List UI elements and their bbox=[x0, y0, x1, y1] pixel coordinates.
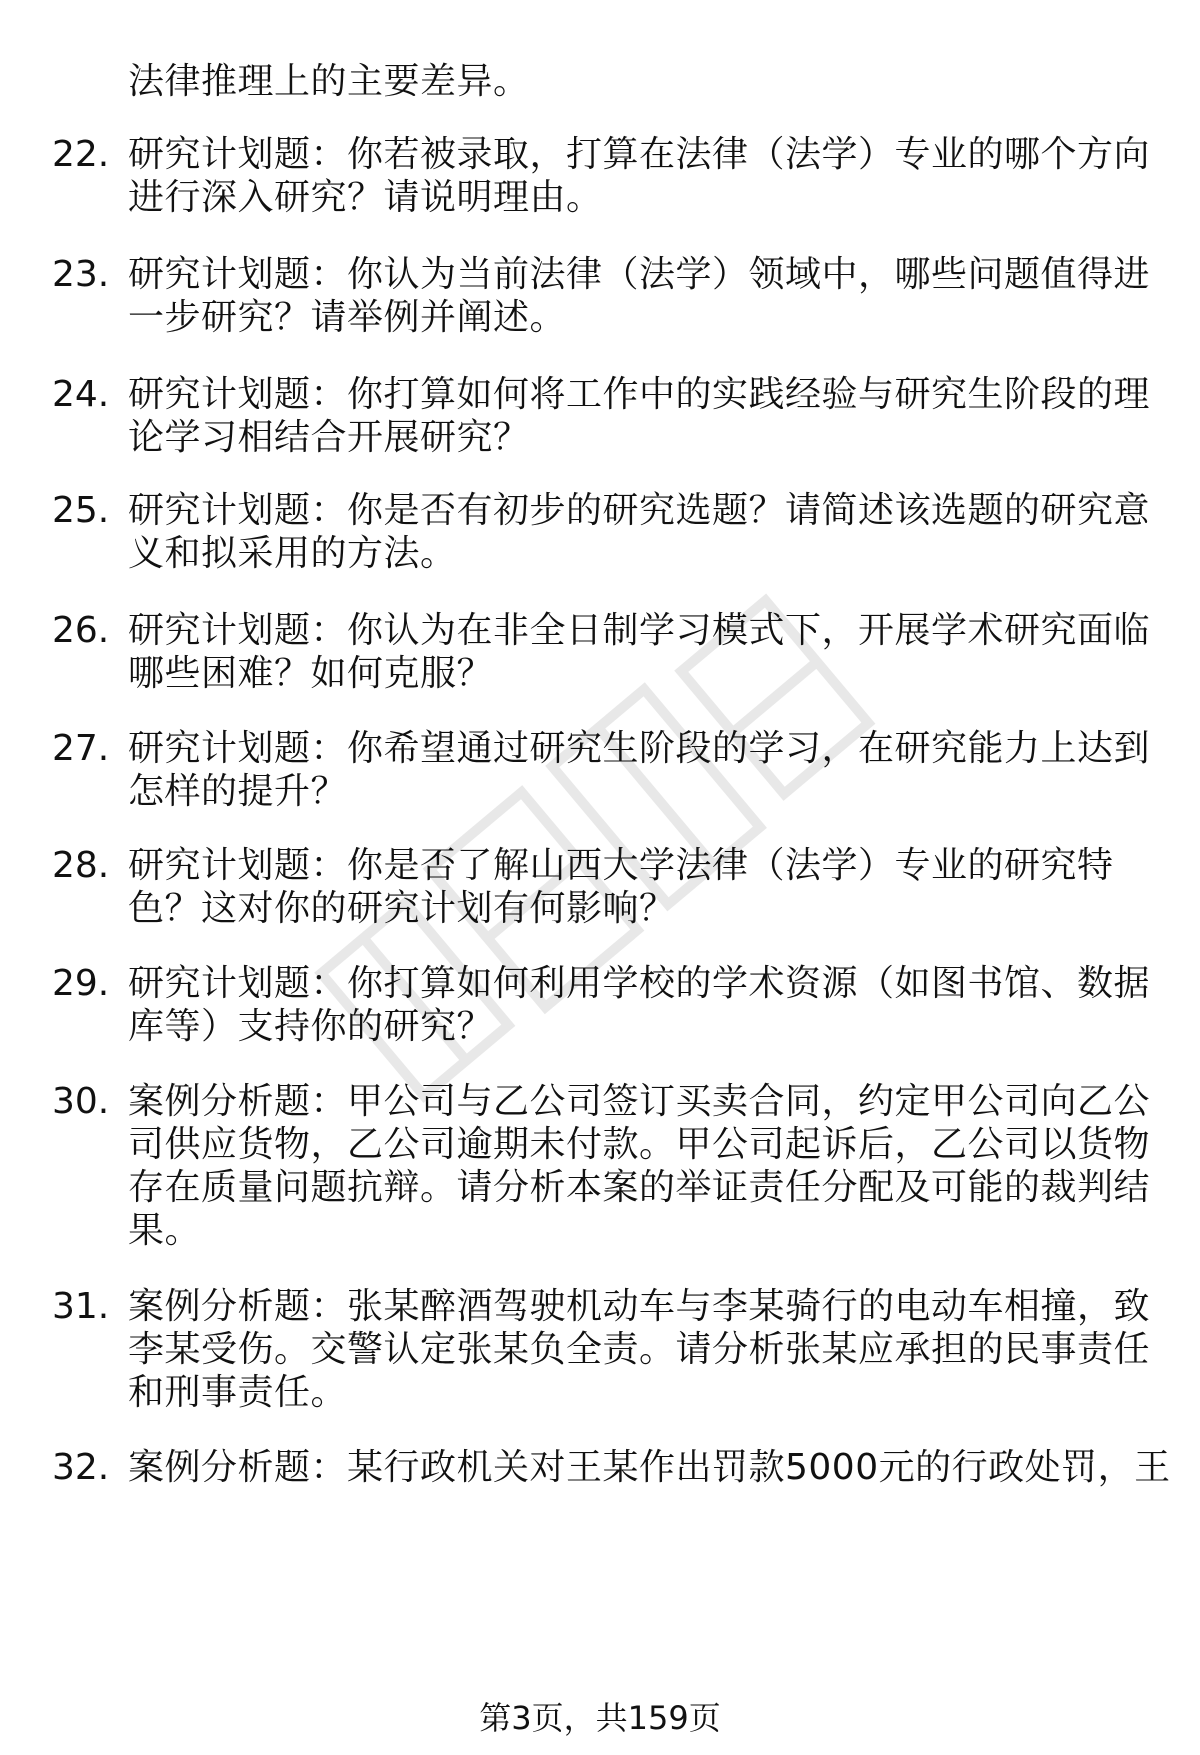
item-number: 24. bbox=[52, 374, 110, 415]
item-text-line: 李某受伤。交警认定张某负全责。请分析张某应承担的民事责任 bbox=[128, 1329, 1151, 1370]
item-text-line: 研究计划题：你认为在非全日制学习模式下，开展学术研究面临 bbox=[128, 610, 1151, 651]
item-text-line: 研究计划题：你打算如何将工作中的实践经验与研究生阶段的理 bbox=[128, 374, 1151, 415]
item-number: 29. bbox=[52, 963, 110, 1004]
item-number: 27. bbox=[52, 728, 110, 769]
item-text-line: 和刑事责任。 bbox=[128, 1372, 348, 1413]
item-number: 25. bbox=[52, 490, 110, 531]
page-footer: 第3页，共159页 bbox=[479, 1699, 721, 1737]
item-text-line: 研究计划题：你打算如何利用学校的学术资源（如图书馆、数据 bbox=[128, 963, 1151, 1004]
item-text-line: 义和拟采用的方法。 bbox=[128, 533, 457, 574]
item-text-line: 色？这对你的研究计划有何影响？ bbox=[128, 888, 676, 929]
item-number: 22. bbox=[52, 134, 110, 175]
item-text-line: 果。 bbox=[128, 1210, 202, 1251]
item-text-line: 进行深入研究？请说明理由。 bbox=[128, 177, 603, 218]
item-text-line: 案例分析题：某行政机关对王某作出罚款5000元的行政处罚，王 bbox=[128, 1447, 1171, 1488]
item-text-line: 论学习相结合开展研究？ bbox=[128, 417, 530, 458]
item-number: 31. bbox=[52, 1286, 110, 1327]
item-number: 32. bbox=[52, 1447, 110, 1488]
item-number: 30. bbox=[52, 1081, 110, 1122]
item-text-line: 案例分析题：张某醉酒驾驶机动车与李某骑行的电动车相撞，致 bbox=[128, 1286, 1151, 1327]
item-text-line: 研究计划题：你若被录取，打算在法律（法学）专业的哪个方向 bbox=[128, 134, 1151, 175]
continuation-line: 法律推理上的主要差异。 bbox=[128, 61, 530, 102]
item-number: 26. bbox=[52, 610, 110, 651]
item-text-line: 一步研究？请举例并阐述。 bbox=[128, 297, 567, 338]
item-text-line: 研究计划题：你是否有初步的研究选题？请简述该选题的研究意 bbox=[128, 490, 1151, 531]
item-number: 23. bbox=[52, 254, 110, 295]
item-text-line: 研究计划题：你认为当前法律（法学）领域中，哪些问题值得进 bbox=[128, 254, 1151, 295]
item-text-line: 案例分析题：甲公司与乙公司签订买卖合同，约定甲公司向乙公 bbox=[128, 1081, 1151, 1122]
item-number: 28. bbox=[52, 845, 110, 886]
item-text-line: 研究计划题：你是否了解山西大学法律（法学）专业的研究特 bbox=[128, 845, 1114, 886]
item-text-line: 司供应货物，乙公司逾期未付款。甲公司起诉后，乙公司以货物 bbox=[128, 1124, 1151, 1165]
item-text-line: 库等）支持你的研究？ bbox=[128, 1006, 494, 1047]
item-text-line: 存在质量问题抗辩。请分析本案的举证责任分配及可能的裁判结 bbox=[128, 1167, 1151, 1208]
item-text-line: 研究计划题：你希望通过研究生阶段的学习，在研究能力上达到 bbox=[128, 728, 1151, 769]
item-text-line: 怎样的提升？ bbox=[128, 771, 348, 812]
item-text-line: 哪些困难？如何克服？ bbox=[128, 653, 494, 694]
